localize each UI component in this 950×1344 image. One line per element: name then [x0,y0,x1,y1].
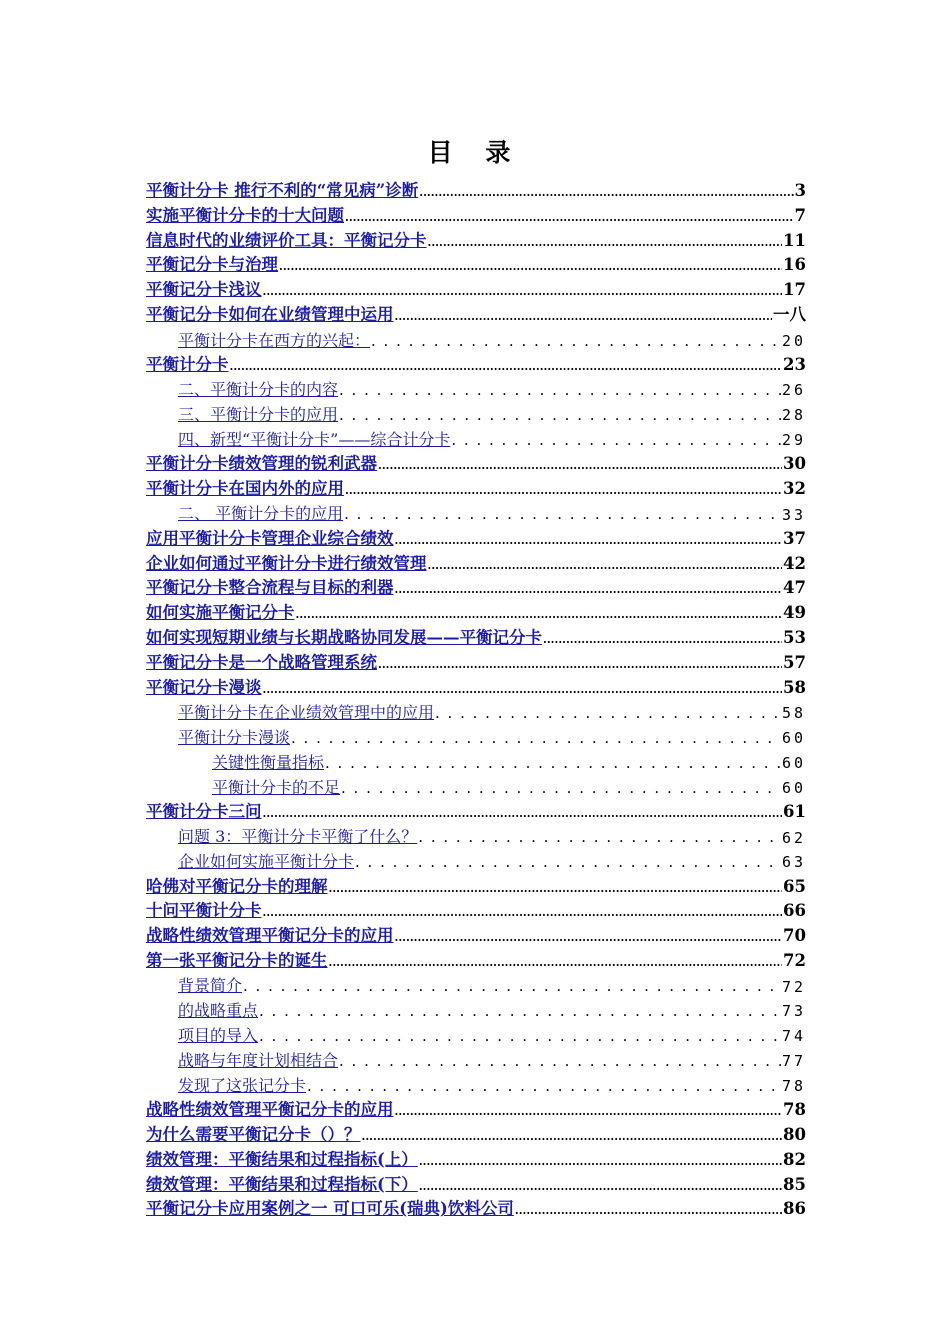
toc-page-number: 28 [781,406,806,425]
dot-leader [263,902,783,921]
toc-entry[interactable] [146,921,806,946]
dot-leader [395,1101,783,1120]
toc-page-number: 60 [781,729,806,748]
toc-entry-link[interactable]: 信息时代的业绩评价工具：平衡记分卡 [146,230,427,250]
dot-leader [279,256,782,275]
toc-entry[interactable] [146,474,806,499]
toc-page-number: 16 [783,255,806,275]
toc-entry-link[interactable]: 项目的导入 [178,1026,259,1046]
dot-leader [341,779,781,797]
toc-entry[interactable] [146,176,806,201]
toc-entry-link[interactable]: 平衡记分卡是一个战略管理系统 [146,652,377,672]
toc-entry-link[interactable]: 平衡计分卡绩效管理的锐利武器 [146,454,377,474]
toc-page-number: 78 [783,1100,806,1120]
toc-entry[interactable] [146,300,806,325]
dot-leader [325,754,781,772]
dot-leader [418,828,781,846]
dot-leader [339,381,781,399]
dot-leader [435,704,781,722]
toc-entry-link[interactable]: 平衡计分卡 推行不利的“常见病”诊断 [146,180,419,200]
dot-leader [371,332,781,350]
dot-leader [259,1027,781,1045]
dot-leader [515,1200,782,1219]
dot-leader [263,281,783,300]
toc-entry[interactable] [146,226,806,251]
toc-page-number: 72 [781,977,806,996]
toc-page-number: 86 [783,1199,806,1219]
toc-entry[interactable] [146,350,806,375]
toc-page-number: 73 [781,1002,806,1021]
toc-entry-link[interactable]: 四、新型“平衡计分卡”——综合计分卡 [178,429,451,449]
toc-entry[interactable] [146,946,806,971]
toc-entry[interactable] [146,275,806,300]
toc-entry-link[interactable]: 平衡计分卡在企业绩效管理中的应用 [178,703,435,723]
toc-entry-link[interactable]: 发现了这张记分卡 [178,1075,307,1095]
toc-entry-link[interactable]: 为什么需要平衡记分卡（）？ [146,1124,361,1144]
toc-entry[interactable] [146,549,806,574]
toc-page-number: 23 [783,354,806,374]
dot-leader [345,480,782,499]
toc-entry[interactable] [146,648,806,673]
dot-leader [428,232,783,251]
toc-entry[interactable] [146,400,806,425]
toc-page-number: 53 [783,628,806,648]
toc-page-number: 80 [783,1124,806,1144]
toc-page-number: 7 [794,205,806,225]
dot-leader [263,803,783,822]
toc-entry-link[interactable]: 平衡计分卡在国内外的应用 [146,479,344,498]
dot-leader [378,654,782,673]
toc-entry[interactable] [146,971,806,996]
toc-page-number: 49 [783,603,806,623]
toc-entry-link[interactable]: 平衡记分卡浅议 [146,280,262,300]
toc-entry[interactable] [146,822,806,847]
toc-entry-link[interactable]: 关键性衡量指标 [212,752,325,772]
toc-entry-link[interactable]: 背景简介 [178,976,243,996]
toc-page-number: 42 [783,553,806,573]
toc-entry-link[interactable]: 战略与年度计划相结合 [178,1050,339,1070]
toc-entry-link[interactable]: 平衡计分卡 [146,354,229,374]
toc-page-number: 29 [781,431,806,450]
toc-page-number: 74 [781,1027,806,1046]
toc-entry-link[interactable]: 平衡计分卡漫谈 [178,728,291,748]
toc-entry[interactable] [146,375,806,400]
toc-entry[interactable] [146,747,806,772]
toc-entry-link[interactable]: 平衡计分卡在西方的兴起： [178,330,371,350]
toc-entry-link[interactable]: 绩效管理：平衡结果和过程指标(上） [146,1149,418,1169]
dot-leader [329,952,783,971]
toc-entry[interactable] [146,1145,806,1170]
toc-page-number: 58 [783,677,806,697]
toc-entry[interactable] [146,598,806,623]
toc-entry-link[interactable]: 应用平衡计分卡管理企业综合绩效 [146,528,394,548]
toc-entry-link[interactable]: 平衡计分卡的不足 [212,777,341,797]
toc-page-number: 62 [781,828,806,847]
toc-entry[interactable] [146,1195,806,1220]
toc-page-number: 32 [783,479,806,498]
toc-entry-link[interactable]: 的战略重点 [178,1001,259,1021]
toc-page-number: 60 [781,778,806,797]
toc-page-number: 37 [783,528,806,548]
table-of-contents [146,176,806,1219]
dot-leader [395,530,783,549]
dot-leader [419,182,793,201]
toc-entry-link[interactable]: 企业如何通过平衡计分卡进行绩效管理 [146,553,427,573]
toc-entry[interactable] [146,723,806,748]
toc-entry[interactable] [146,623,806,648]
dot-leader [259,1002,781,1020]
toc-page-number: 30 [783,454,806,474]
dot-leader [419,1151,782,1170]
toc-entry[interactable] [146,574,806,599]
toc-entry[interactable] [146,1070,806,1095]
toc-page-number: 57 [783,652,806,672]
dot-leader [378,455,782,474]
toc-entry[interactable] [146,872,806,897]
toc-page-number: 82 [783,1149,806,1169]
toc-entry-link[interactable]: 二、 平衡计分卡的应用 [178,504,344,524]
toc-entry[interactable] [146,499,806,524]
dot-leader [428,555,783,574]
dot-leader [263,679,783,698]
toc-title: 目 录 [427,138,523,167]
dot-leader [243,977,781,995]
dot-leader [355,853,781,871]
toc-entry-link[interactable]: 战略性绩效管理平衡记分卡的应用 [146,926,394,946]
toc-entry[interactable] [146,1095,806,1120]
toc-page-number: 26 [781,381,806,400]
toc-page-number: 61 [783,801,806,821]
toc-entry-link[interactable]: 绩效管理：平衡结果和过程指标(下） [146,1174,418,1194]
toc-page-number: 47 [783,578,806,598]
toc-page-number: 11 [783,230,806,250]
toc-page-number: 70 [783,926,806,946]
dot-leader [230,356,783,375]
toc-page-number: 65 [783,876,806,896]
toc-entry[interactable] [146,1046,806,1071]
toc-page-number: 72 [783,951,806,971]
toc-entry-link[interactable]: 十问平衡计分卡 [146,901,262,921]
toc-page-number: 60 [781,754,806,772]
toc-page-number: 66 [783,901,806,921]
toc-page-number: 58 [781,704,806,723]
toc-entry-link[interactable]: 二、平衡计分卡的内容 [178,380,339,400]
dot-leader [395,927,783,946]
toc-entry-link[interactable]: 第一张平衡记分卡的诞生 [146,951,328,971]
toc-page-number: 一八 [773,305,806,325]
toc-entry[interactable] [146,847,806,872]
toc-entry-link[interactable]: 平衡记分卡整合流程与目标的利器 [146,578,394,598]
toc-entry[interactable] [146,673,806,698]
toc-entry-link[interactable]: 平衡记分卡与治理 [146,255,278,275]
toc-entry[interactable] [146,449,806,474]
toc-entry[interactable] [146,896,806,921]
dot-leader [543,629,782,648]
dot-leader [296,604,783,623]
toc-entry-link[interactable]: 哈佛对平衡记分卡的理解 [146,876,328,896]
toc-entry[interactable] [146,698,806,723]
dot-leader [451,431,781,449]
toc-entry-link[interactable]: 平衡记分卡如何在业绩管理中运用 [146,305,394,325]
toc-page-number: 33 [781,505,806,524]
toc-entry-link[interactable]: 问题 3：平衡计分卡平衡了什么？ [178,827,418,847]
toc-page-number: 3 [794,180,806,200]
toc-entry-link[interactable]: 实施平衡计分卡的十大问题 [146,205,344,225]
toc-entry[interactable] [146,424,806,449]
toc-page-number: 77 [781,1052,806,1071]
dot-leader [339,406,781,424]
toc-entry-link[interactable]: 如何实现短期业绩与长期战略协同发展——平衡记分卡 [146,628,542,648]
toc-entry-link[interactable]: 如何实施平衡记分卡 [146,603,295,623]
toc-entry-link[interactable]: 平衡计分卡三问 [146,801,262,821]
dot-leader [344,505,781,523]
dot-leader [395,306,773,325]
toc-entry[interactable] [146,772,806,797]
toc-page-number: 63 [781,853,806,872]
toc-entry-link[interactable]: 平衡记分卡应用案例之一 可口可乐(瑞典)饮料公司 [146,1199,514,1219]
toc-page-number: 85 [783,1174,806,1194]
toc-page-number: 20 [781,331,806,350]
toc-entry[interactable] [146,1021,806,1046]
dot-leader [329,878,783,897]
dot-leader [291,729,781,747]
toc-entry[interactable] [146,251,806,276]
toc-entry[interactable] [146,1120,806,1145]
dot-leader [419,1176,782,1195]
toc-entry-link[interactable]: 战略性绩效管理平衡记分卡的应用 [146,1100,394,1120]
dot-leader [307,1077,781,1095]
dot-leader [362,1126,783,1145]
dot-leader [395,579,783,598]
dot-leader [339,1052,781,1070]
toc-page-number: 78 [781,1076,806,1095]
toc-entry[interactable] [146,524,806,549]
toc-entry[interactable] [146,996,806,1021]
toc-entry[interactable] [146,201,806,226]
dot-leader [345,207,794,226]
toc-page-number: 17 [783,280,806,300]
toc-entry[interactable] [146,797,806,822]
toc-entry[interactable] [146,1170,806,1195]
toc-entry-link[interactable]: 三、平衡计分卡的应用 [178,405,339,425]
toc-entry-link[interactable]: 平衡记分卡漫谈 [146,677,262,697]
toc-entry-link[interactable]: 企业如何实施平衡计分卡 [178,852,355,872]
toc-entry[interactable] [146,325,806,350]
